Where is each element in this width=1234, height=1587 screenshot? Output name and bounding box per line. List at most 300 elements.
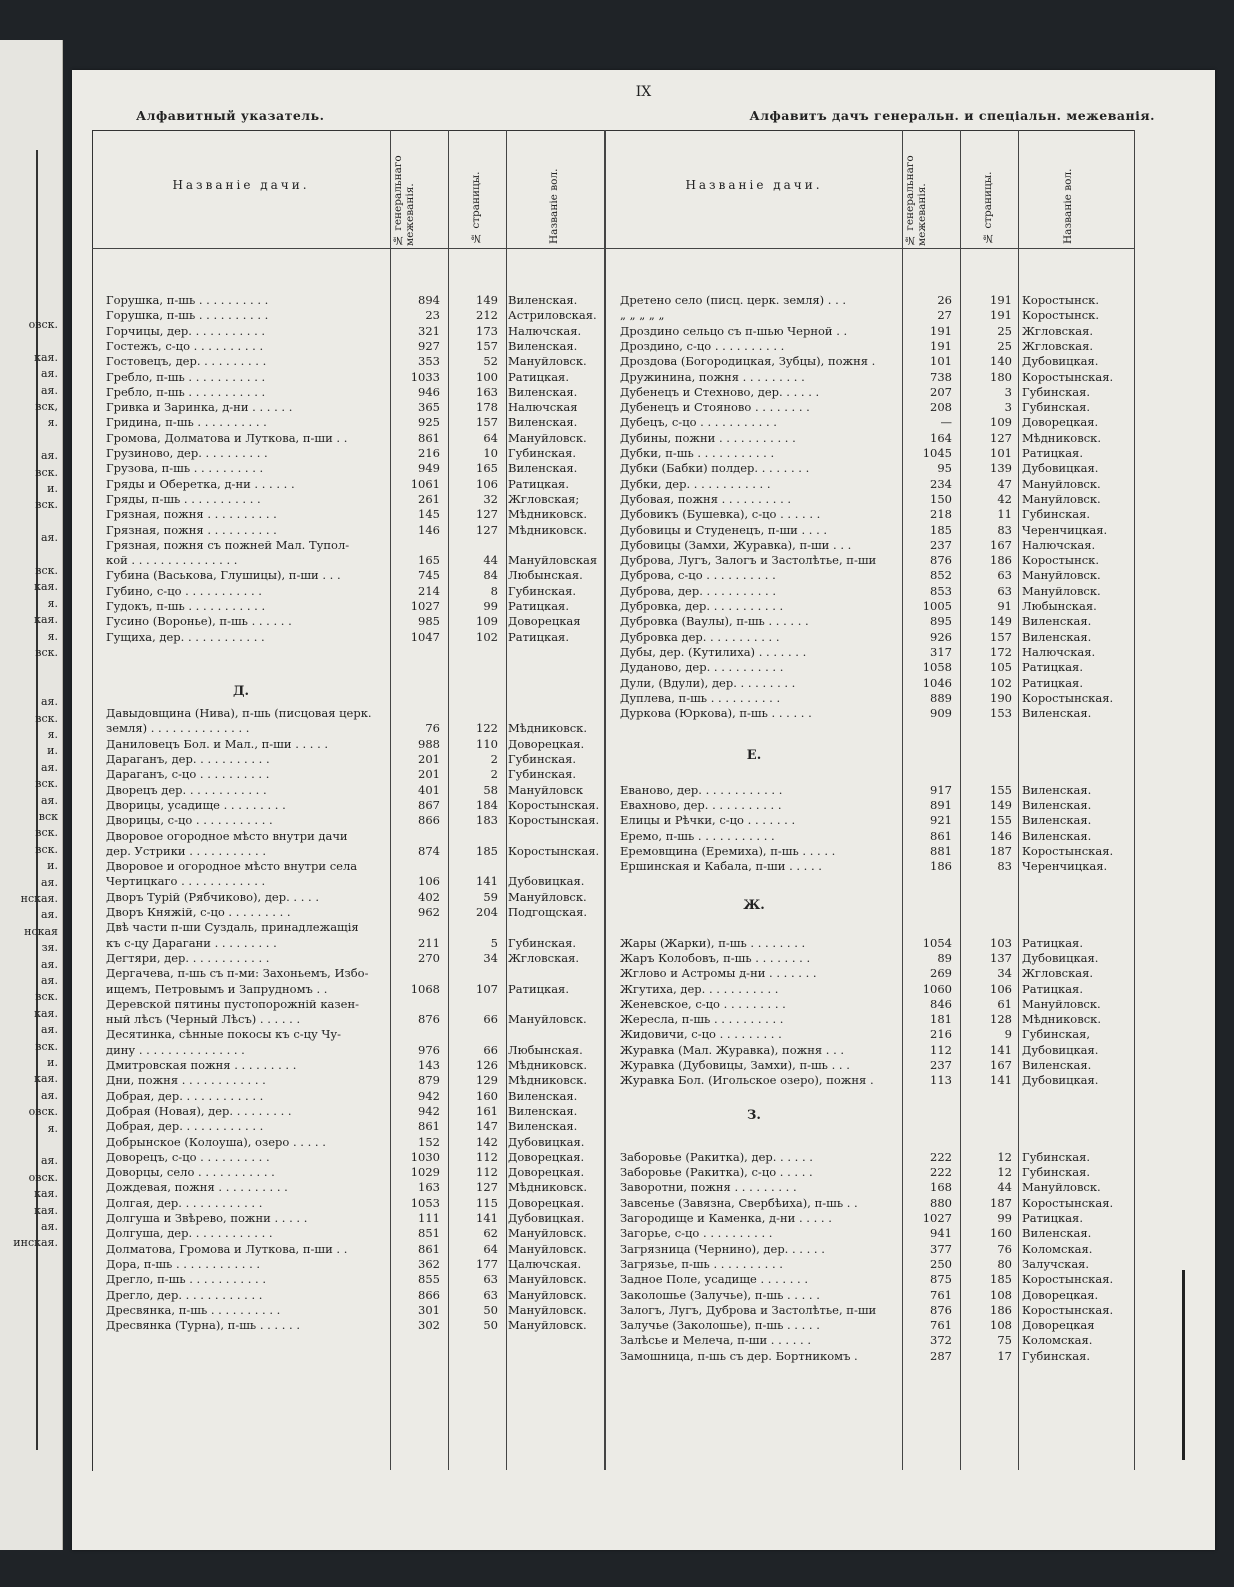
cell-vol: Доворецкая <box>508 614 581 629</box>
cell-gen: 1027 <box>410 599 440 613</box>
cell-page: 59 <box>483 889 498 904</box>
cell-page: 212 <box>476 308 498 323</box>
cell-page: 137 <box>990 950 1012 965</box>
cell-name: Дворецъ дер. . . . . . . . . . . . <box>106 782 267 797</box>
cell-name: Грузиново, дер. . . . . . . . . . <box>106 446 268 460</box>
cell-gen: 95 <box>937 461 952 476</box>
cell-vol: Губинская. <box>1022 400 1091 415</box>
cell-vol: Ратицкая. <box>1022 1211 1083 1225</box>
cell-name: Дегтяри, дер. . . . . . . . . . . . <box>106 950 270 965</box>
cell-vol: Налючская. <box>508 323 582 338</box>
cell-vol: Дубовицкая. <box>1022 354 1099 369</box>
cell-name: Гридина, п-шь . . . . . . . . . . <box>106 415 267 430</box>
cell-gen: 1033 <box>410 369 440 384</box>
cell-gen: 218 <box>930 507 952 522</box>
cell-name: Двѣ части п-ши Суздаль, принадлежащія <box>106 920 359 935</box>
cell-vol: Коростынская. <box>508 843 600 858</box>
cell-vol: Мануйловск. <box>1022 996 1101 1011</box>
cell-page: 157 <box>990 629 1012 644</box>
cell-name: Дворъ Княжій, с-цо . . . . . . . . . <box>106 905 291 919</box>
edge-fragment: вск. <box>35 826 58 840</box>
cell-page: 8 <box>490 583 498 598</box>
cell-vol: Ратицкая. <box>508 599 569 613</box>
cell-vol: Губинская. <box>508 752 577 766</box>
edge-fragment: и. <box>47 482 58 495</box>
cell-gen: 926 <box>930 629 952 644</box>
cell-page: 160 <box>476 1088 498 1103</box>
cell-name: Гряды и Оберетка, д-ни . . . . . . <box>106 476 295 491</box>
cell-vol: Черенчицкая. <box>1022 522 1108 537</box>
cell-vol: Коростынская. <box>508 797 600 812</box>
edge-fragment: нская <box>24 924 58 938</box>
cell-page: 127 <box>476 1180 498 1195</box>
cell-gen: 861 <box>930 828 952 843</box>
cell-gen: 208 <box>930 400 952 415</box>
cell-gen: 761 <box>930 1318 952 1333</box>
edge-fragment: кая. <box>34 613 58 627</box>
edge-fragment: вск. <box>35 777 58 791</box>
cell-gen: 1029 <box>410 1165 440 1180</box>
cell-name: Дора, п-шь . . . . . . . . . . . . <box>106 1256 261 1271</box>
cell-page: 172 <box>990 644 1012 659</box>
cell-page: 103 <box>990 935 1012 950</box>
cell-name: Добрая (Новая), дер. . . . . . . . . <box>106 1103 292 1118</box>
cell-gen: 168 <box>930 1180 952 1195</box>
edge-fragment: вск, <box>35 400 58 413</box>
cell-gen: 401 <box>418 782 440 797</box>
col-page-header: № страницы. <box>982 171 994 244</box>
col-name-header: Названіе дачи. <box>172 178 310 192</box>
cell-page: 167 <box>990 537 1012 552</box>
cell-vol: Ратицкая. <box>508 369 569 384</box>
cell-vol: Мануйловск. <box>508 1272 587 1287</box>
cell-page: 186 <box>990 1302 1012 1317</box>
cell-page: 107 <box>476 981 498 996</box>
cell-vol: Виленская. <box>1022 782 1092 797</box>
cell-vol: Виленская. <box>508 384 578 399</box>
cell-page: 185 <box>990 1272 1012 1287</box>
cell-name: Женевское, с-цо . . . . . . . . . <box>620 996 786 1011</box>
cell-vol: Ратицкая. <box>1022 981 1083 996</box>
cell-page: 66 <box>483 1042 498 1057</box>
cell-vol: Мануйловск. <box>1022 1180 1101 1195</box>
cell-name: Дубецъ, с-цо . . . . . . . . . . . <box>620 415 777 430</box>
cell-vol: Мѣдниковск. <box>508 1180 587 1195</box>
cell-gen: 988 <box>418 736 440 751</box>
cell-page: 44 <box>997 1180 1012 1195</box>
cell-page: 76 <box>997 1241 1012 1256</box>
cell-vol: Коломская. <box>1022 1333 1093 1348</box>
edge-fragment: инская. <box>13 1236 58 1250</box>
cell-page: 52 <box>483 354 498 369</box>
cell-gen: 861 <box>418 1241 440 1256</box>
cell-name: Жаръ Колобовъ, п-шь . . . . . . . . <box>620 950 811 965</box>
cell-name: Грузова, п-шь . . . . . . . . . . <box>106 461 264 476</box>
cell-name: Дубины, пожни . . . . . . . . . . . <box>620 430 796 445</box>
cell-vol: Мануйловск. <box>1022 491 1101 506</box>
cell-name: Дворовое огородное мѣсто внутри дачи <box>106 828 348 843</box>
cell-vol: Мануйловск. <box>1022 583 1101 598</box>
cell-vol: Мануйловск. <box>1022 568 1101 583</box>
cell-vol: Жгловская. <box>1022 966 1094 981</box>
cell-gen: 216 <box>930 1027 952 1042</box>
cell-name: Дубровка (Ваулы), п-шь . . . . . . <box>620 614 809 629</box>
cell-page: 141 <box>476 874 498 889</box>
cell-name: Горушка, п-шь . . . . . . . . . . <box>106 308 269 323</box>
edge-fragment: овск. <box>28 1170 58 1184</box>
cell-page: 102 <box>990 675 1012 690</box>
cell-vol: Губинская, <box>1022 1027 1091 1042</box>
cell-vol: Губинская. <box>508 935 577 950</box>
cell-vol: Губинская. <box>1022 1149 1091 1164</box>
cell-page: 127 <box>476 522 498 537</box>
cell-vol: Ратицкая. <box>1022 675 1083 690</box>
cell-name: Долгая, дер. . . . . . . . . . . . <box>106 1195 263 1210</box>
cell-vol: Налючская. <box>1022 537 1096 552</box>
cell-vol: Коростынская. <box>1022 1195 1114 1210</box>
cell-gen: 27 <box>937 308 952 323</box>
cell-vol: Мануйловск. <box>508 1287 587 1302</box>
cell-page: 127 <box>990 430 1012 445</box>
cell-page: 9 <box>1004 1027 1012 1042</box>
edge-fragment: вск. <box>35 711 58 725</box>
cell-page: 108 <box>990 1287 1012 1302</box>
edge-fragment: и. <box>47 1056 58 1069</box>
cell-vol: Мануйловская <box>508 553 598 568</box>
col-divider <box>1018 130 1019 1470</box>
edge-fragment: овск. <box>28 318 58 331</box>
cell-page: 99 <box>483 599 498 613</box>
cell-gen: 891 <box>930 797 952 812</box>
edge-fragment: вск. <box>35 842 58 856</box>
cell-vol: Мѣдниковск. <box>1022 1012 1101 1027</box>
cell-gen: 302 <box>418 1318 440 1333</box>
cell-vol: Мануйловск. <box>508 1012 587 1027</box>
cell-page: 44 <box>483 553 498 568</box>
cell-vol: Виленская. <box>508 293 578 307</box>
edge-fragment: ая. <box>41 1088 58 1102</box>
cell-gen: 402 <box>418 889 440 904</box>
cell-gen: 261 <box>418 491 440 506</box>
cell-gen: 894 <box>418 293 440 307</box>
cell-name: Журавка Бол. (Игольское озеро), пожня . <box>620 1073 874 1088</box>
cell-gen: 861 <box>418 1119 440 1134</box>
cell-gen: 321 <box>418 323 440 338</box>
cell-vol: Мануйловск. <box>508 430 587 445</box>
cell-gen: 889 <box>930 690 952 705</box>
cell-name: Заборовье (Ракитка), дер. . . . . . <box>620 1149 813 1164</box>
cell-gen: 946 <box>418 384 440 399</box>
cell-name: Грязная, пожня съ пожней Мал. Тупол- <box>106 537 350 552</box>
cell-vol: Виленская. <box>1022 813 1092 828</box>
cell-gen: 211 <box>418 935 440 950</box>
cell-vol: Дубовицкая. <box>508 1134 585 1149</box>
cell-page: 62 <box>483 1226 498 1241</box>
cell-gen: 876 <box>930 553 952 568</box>
cell-vol: Виленская. <box>508 415 578 430</box>
cell-gen: 879 <box>418 1073 440 1088</box>
cell-vol: Цалючская. <box>508 1256 582 1271</box>
cell-name: ищемъ, Петровымъ и Запрудномъ . . <box>106 981 328 996</box>
cell-vol: Мануйловск. <box>1022 476 1101 491</box>
cell-gen: 876 <box>418 1012 440 1027</box>
cell-name: Журавка (Мал. Журавка), пожня . . . <box>620 1042 845 1057</box>
section-letter-z: З. <box>747 1108 761 1123</box>
cell-gen: 1047 <box>410 629 440 644</box>
edge-fragment: и. <box>47 859 58 873</box>
edge-fragment: вск. <box>35 990 58 1004</box>
cell-vol: Виленская. <box>508 1088 578 1103</box>
cell-page: 153 <box>990 706 1012 721</box>
cell-name: Заворотни, пожня . . . . . . . . . <box>620 1180 797 1195</box>
cell-name: Долгуша, дер. . . . . . . . . . . . <box>106 1226 273 1241</box>
cell-name: Дубки, дер. . . . . . . . . . . . <box>620 476 771 491</box>
cell-name: Жидовичи, с-цо . . . . . . . . . <box>620 1027 782 1042</box>
cell-page: 146 <box>990 828 1012 843</box>
cell-page: 17 <box>997 1348 1012 1363</box>
cell-page: 109 <box>476 614 498 629</box>
cell-gen: 23 <box>425 308 440 323</box>
cell-page: 180 <box>990 369 1012 384</box>
cell-page: 149 <box>990 797 1012 812</box>
cell-name: Еремовщина (Еремиха), п-шь . . . . . <box>620 843 836 858</box>
cell-vol: Губинская. <box>508 767 577 782</box>
section-letter-d: Д. <box>232 684 250 699</box>
cell-page: 141 <box>990 1073 1012 1088</box>
cell-gen: 1045 <box>922 446 952 460</box>
cell-name: Доворцы, село . . . . . . . . . . . <box>106 1165 275 1180</box>
cell-page: 160 <box>990 1226 1012 1241</box>
edge-fragment: ая. <box>41 531 58 545</box>
cell-name: Доворецъ, с-цо . . . . . . . . . . <box>106 1149 270 1164</box>
cell-name: Заборовье (Ракитка), с-цо . . . . . <box>620 1165 813 1180</box>
cell-name: Евахново, дер. . . . . . . . . . . <box>620 797 782 812</box>
cell-page: 83 <box>997 522 1012 537</box>
cell-gen: 301 <box>418 1302 440 1317</box>
cell-gen: 191 <box>930 338 952 353</box>
edge-fragment: я. <box>47 1121 58 1135</box>
cell-name: Дворицы, усадище . . . . . . . . . <box>106 797 286 812</box>
edge-fragment: я. <box>47 416 58 430</box>
cell-gen: 925 <box>418 415 440 430</box>
cell-vol: Губинская. <box>508 583 577 598</box>
cell-name: Жглово и Астромы д-ни . . . . . . . <box>620 966 817 981</box>
cell-gen: 985 <box>418 614 440 629</box>
previous-page-edge <box>0 40 63 1550</box>
cell-name: Гребло, п-шь . . . . . . . . . . . <box>106 384 266 399</box>
cell-vol: Дубовицкая. <box>1022 461 1099 476</box>
cell-gen: 165 <box>418 553 440 568</box>
cell-gen: 1030 <box>410 1149 440 1164</box>
cell-page: 183 <box>476 813 498 828</box>
edge-fragment: вск. <box>35 564 58 577</box>
edge-fragment: я. <box>47 596 58 610</box>
cell-vol: Мѣдниковск. <box>508 507 587 522</box>
cell-page: 155 <box>990 813 1012 828</box>
cell-page: 5 <box>490 935 498 950</box>
cell-page: 11 <box>997 507 1012 522</box>
cell-gen: 372 <box>930 1333 952 1348</box>
edge-fragment: вск. <box>35 498 58 512</box>
cell-name: Дуданово, дер. . . . . . . . . . . <box>620 660 784 675</box>
cell-name: Дубовицы и Студенецъ, п-ши . . . . <box>620 522 828 537</box>
cell-name: Дружинина, пожня . . . . . . . . . <box>620 369 805 384</box>
cell-gen: 1061 <box>410 476 440 491</box>
cell-page: 63 <box>483 1272 498 1287</box>
cell-vol: Губинская. <box>508 446 577 460</box>
cell-name: дер. Устрики . . . . . . . . . . . <box>106 843 266 858</box>
section-letter-e: Е. <box>746 748 762 763</box>
cell-page: 105 <box>990 660 1012 675</box>
cell-page: 106 <box>990 981 1012 996</box>
cell-vol: Мануйловск <box>508 782 584 797</box>
cell-vol: Астриловская. <box>508 308 597 323</box>
cell-name: Долгуша и Звѣрево, пожни . . . . . <box>106 1211 308 1225</box>
cell-name: „ „ „ „ „ <box>620 308 665 323</box>
cell-name: Дресвянка (Турна), п-шь . . . . . . <box>106 1318 301 1333</box>
cell-gen: 1060 <box>922 981 952 996</box>
edge-fragment: вск. <box>35 646 58 659</box>
cell-page: 204 <box>476 905 498 919</box>
edge-fragment: кая. <box>34 1203 58 1217</box>
cell-page: 141 <box>990 1042 1012 1057</box>
cell-gen: — <box>940 415 952 430</box>
cell-page: 34 <box>997 966 1012 981</box>
cell-name: Дубки (Бабки) полдер. . . . . . . . <box>620 461 810 476</box>
cell-name: Дни, пожня . . . . . . . . . . . . <box>106 1073 266 1088</box>
cell-gen: 222 <box>930 1149 952 1164</box>
cell-page: 157 <box>476 338 498 353</box>
cell-vol: Ратицкая. <box>508 981 569 996</box>
cell-name: Дубровка, дер. . . . . . . . . . . <box>620 599 784 613</box>
cell-name: Елицы и Рѣчки, с-цо . . . . . . . <box>620 813 796 828</box>
col-divider <box>604 130 606 1470</box>
edge-fragment: ая. <box>41 974 58 987</box>
cell-page: 139 <box>990 461 1012 476</box>
cell-gen: 191 <box>930 323 952 338</box>
edge-fragment: я. <box>47 629 58 643</box>
cell-gen: 846 <box>930 996 952 1011</box>
cell-name: ный лѣсъ (Черный Лѣсъ) . . . . . . <box>106 1012 301 1027</box>
cell-vol: Доворецкая. <box>508 1149 585 1164</box>
cell-name: Дроздино сельцо съ п-шью Черной . . <box>620 323 848 338</box>
cell-page: 75 <box>997 1333 1012 1348</box>
cell-gen: 237 <box>930 537 952 552</box>
cell-page: 12 <box>997 1165 1012 1180</box>
cell-gen: 853 <box>930 583 952 598</box>
cell-page: 163 <box>476 384 498 399</box>
cell-vol: Налючская <box>508 400 578 415</box>
cell-gen: 874 <box>418 843 440 858</box>
cell-name: Дараганъ, с-цо . . . . . . . . . . <box>106 767 270 782</box>
cell-page: 63 <box>997 583 1012 598</box>
cell-name: Дубы, дер. (Кутилиха) . . . . . . . <box>620 644 807 659</box>
cell-page: 2 <box>490 752 498 766</box>
cell-gen: 186 <box>930 859 952 874</box>
cell-name: Жары (Жарки), п-шь . . . . . . . . <box>620 935 806 950</box>
cell-vol: Ратицкая. <box>1022 935 1083 950</box>
edge-fragment: ая. <box>41 908 58 922</box>
cell-name: Долматова, Громова и Луткова, п-ши . . <box>106 1241 348 1256</box>
cell-vol: Черенчицкая. <box>1022 859 1108 874</box>
cell-vol: Жгловская; <box>508 491 580 506</box>
cell-gen: 234 <box>930 476 952 491</box>
cell-name: Дуплева, п-шь . . . . . . . . . . <box>620 690 781 705</box>
cell-page: 122 <box>476 721 498 736</box>
cell-gen: 1054 <box>922 935 952 950</box>
cell-name: земля) . . . . . . . . . . . . . . <box>106 721 250 736</box>
cell-vol: Губинская. <box>1022 1165 1091 1180</box>
cell-page: 101 <box>990 446 1012 460</box>
cell-vol: Дубовицкая. <box>1022 950 1099 965</box>
cell-page: 12 <box>997 1149 1012 1164</box>
cell-vol: Коростынская. <box>1022 369 1114 384</box>
edge-fragment: вск <box>38 810 58 823</box>
cell-gen: 866 <box>418 1287 440 1302</box>
edge-fragment: ая. <box>41 383 58 397</box>
cell-vol: Дубовицкая. <box>508 1211 585 1225</box>
cell-name: кой . . . . . . . . . . . . . . . <box>106 553 238 568</box>
edge-fragment: ая. <box>41 1023 58 1037</box>
cell-vol: Виленская. <box>508 461 578 476</box>
cell-name: Добрая, дер. . . . . . . . . . . . <box>106 1119 264 1134</box>
cell-gen: 112 <box>930 1042 952 1057</box>
cell-page: 84 <box>483 568 498 583</box>
cell-gen: 867 <box>418 797 440 812</box>
cell-page: 109 <box>990 415 1012 430</box>
cell-gen: 1053 <box>410 1195 440 1210</box>
cell-page: 184 <box>476 797 498 812</box>
edge-fragment: кая. <box>34 1006 58 1020</box>
cell-name: Журавка (Дубовицы, Замхи), п-шь . . . <box>620 1058 850 1072</box>
col-page-header: № страницы. <box>470 171 482 244</box>
cell-page: 99 <box>997 1211 1012 1225</box>
cell-vol: Коростынская. <box>1022 690 1114 705</box>
edge-fragment: нская. <box>20 892 58 905</box>
col-divider <box>1134 130 1135 1470</box>
cell-gen: 201 <box>418 752 440 766</box>
cell-name: Гребло, п-шь . . . . . . . . . . . <box>106 369 266 384</box>
cell-page: 112 <box>476 1165 498 1180</box>
cell-gen: 875 <box>930 1272 952 1287</box>
cell-name: Залогъ, Лугъ, Дуброва и Застолѣтье, п-ши <box>620 1302 877 1317</box>
cell-vol: Доворецкая. <box>508 736 585 751</box>
cell-name: Загородище и Каменка, д-ни . . . . . <box>620 1211 832 1225</box>
cell-name: Давыдовщина (Нива), п-шь (писцовая церк. <box>106 706 372 721</box>
cell-gen: 185 <box>930 522 952 537</box>
cell-vol: Залучская. <box>1022 1256 1090 1271</box>
edge-fragment: ая. <box>41 1220 58 1233</box>
edge-fragment: ая. <box>41 875 58 889</box>
cell-name: Гряды, п-шь . . . . . . . . . . . <box>106 491 261 506</box>
cell-gen: 895 <box>930 614 952 629</box>
cell-vol: Мѣдниковск. <box>508 522 587 537</box>
cell-name: Дараганъ, дер. . . . . . . . . . . <box>106 752 270 766</box>
cell-page: 66 <box>483 1012 498 1027</box>
cell-vol: Виленская. <box>508 338 578 353</box>
cell-vol: Мануйловск. <box>508 889 587 904</box>
cell-vol: Мѣдниковск. <box>508 1058 587 1072</box>
cell-vol: Коростынск. <box>1022 293 1100 307</box>
cell-gen: 106 <box>418 874 440 889</box>
cell-gen: 365 <box>418 400 440 415</box>
cell-vol: Ратицкая. <box>508 629 569 644</box>
cell-gen: 861 <box>418 430 440 445</box>
col-divider <box>506 130 507 1470</box>
cell-page: 91 <box>997 599 1012 613</box>
cell-gen: 942 <box>418 1103 440 1118</box>
cell-name: Гущиха, дер. . . . . . . . . . . . <box>106 629 265 644</box>
